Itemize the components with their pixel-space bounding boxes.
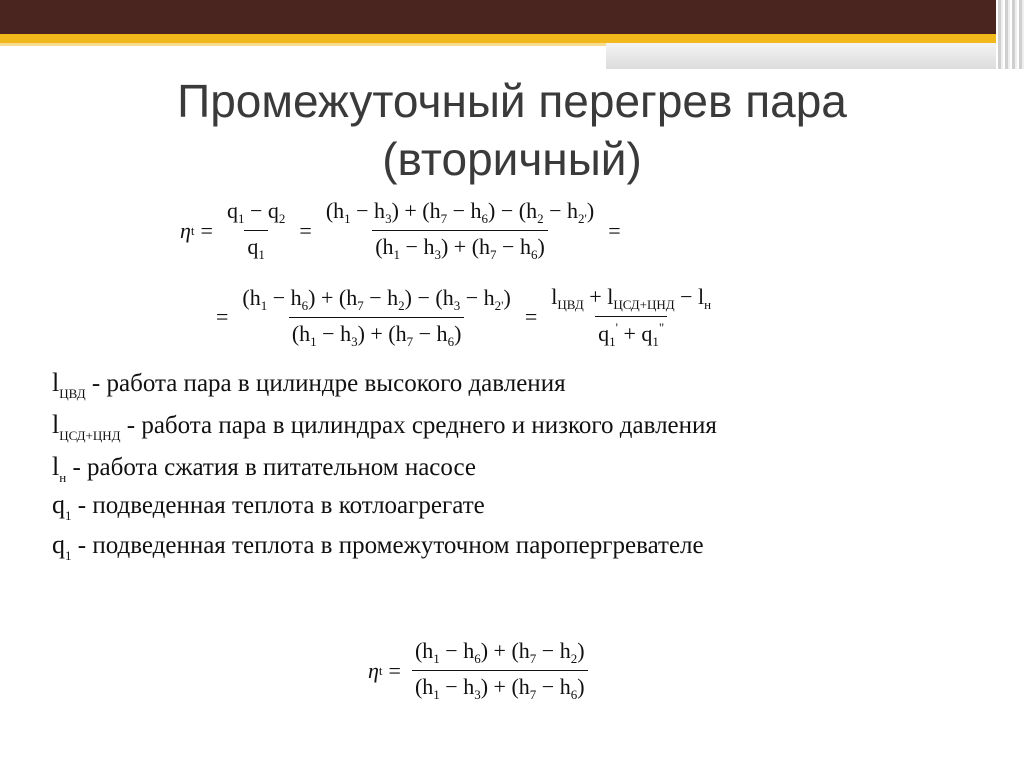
title-line-1: Промежуточный перегрев пара (177, 75, 847, 127)
definition-ln: $l_н$ - работа сжатия в питательном насосе (52, 452, 477, 485)
header-stripes (996, 0, 1024, 69)
definition-lcsd-cnd: $l_{ЦСД+ЦНД}$ - работа пара в цилиндрах среднего и низкого давления (52, 410, 717, 443)
title-line-2: (вторичный) (382, 133, 642, 185)
definition-q1-double-prime: $q_1$ - подведенная теплота в промежуточном паропергревателе (52, 530, 704, 563)
header-gray-tab (606, 43, 1024, 69)
definition-q1-prime: $q_1$ - подведенная теплота в котлоагрегате (52, 490, 485, 523)
formula-efficiency-final: η t = $\frac{(h_1 - h_6) + (h_7 - h_2)}{(h_1 - h_3) + (h_7 - h_6)}$ (368, 638, 593, 703)
header-dark-band (0, 0, 1024, 34)
formula-efficiency-line-2: = $\frac{(h_1 - h_6) + (h_7 - h_2) - (h_3 - h_{2'})}{(h_1 - h_3) + (h_7 - h_6)}$ = $\frac{l_{ЦВД} + l_{ЦСД+ЦНД} - l_н}{q_1' + q_1^"}$ (216, 284, 712, 349)
definition-lcvd: $l_{ЦВД}$ - работа пара в цилиндре высокого давления (52, 368, 566, 401)
formula-efficiency-line-1: η t = $\frac{q_1 - q_2}{q_1}$ = $\frac{(h_1 - h_3) + (h_7 - h_6) - (h_2 - h_{2'})}{(h_1 - h_3) + (h_7 - h_6)}$ = (180, 198, 621, 262)
slide-title (0, 72, 1024, 188)
header-gold-band (0, 34, 1024, 43)
